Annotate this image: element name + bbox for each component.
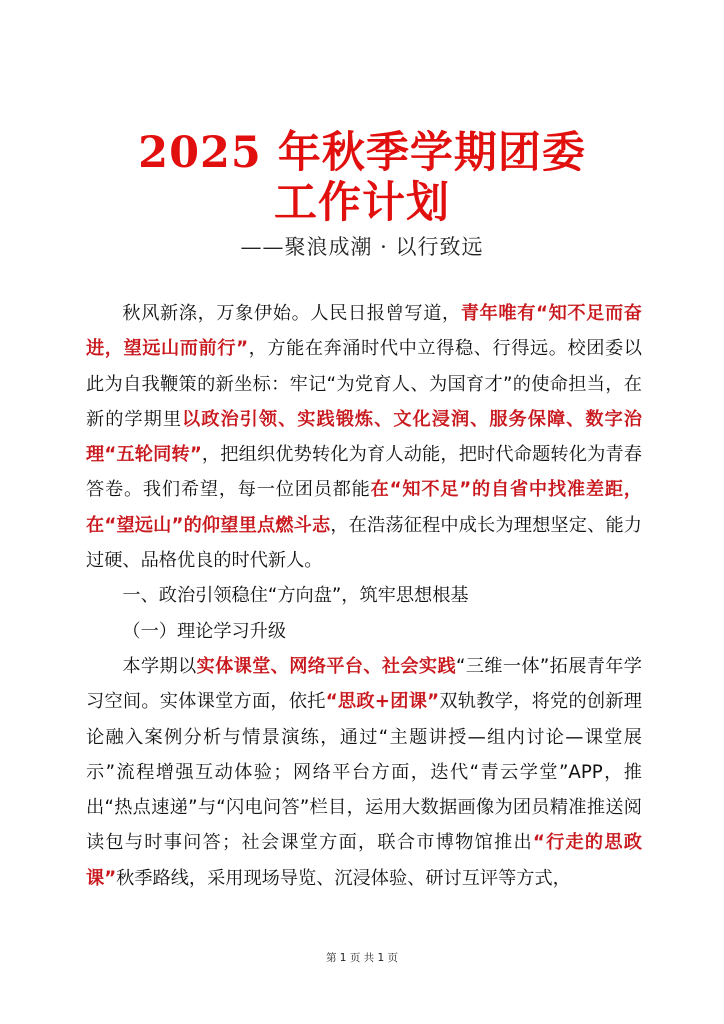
intro-segment: ，在浩荡征程中成长为理想坚定、能力过硬、品格优良的时代新人。 [86, 514, 642, 572]
intro-highlight: 以政治引领、实践锻炼、文化浸润、服务保障、数字治理“五轮同转” [86, 408, 642, 466]
section-1-paragraph [86, 649, 642, 896]
paragraph-segment: 双轨教学，将党的创新理论融入案例分析与情景演练，通过“主题讲授—组内讨论—课堂展示”流程增强互动体验；网络平台方面，迭代“青云学堂”APP，推出“热点速递”与“闪电问答”栏目，运用大数据画像为团员精准推送阅读包与时事问答；社会课堂方面，联合市博物馆推出 [86, 691, 642, 854]
document-title-line-2: 工作计划 [274, 178, 450, 228]
paragraph-highlight: “行走的思政课” [86, 832, 642, 889]
intro-highlight: 青年唯有“知不足而奋进，望远山而前行” [86, 303, 642, 360]
section-1-heading: 一、政治引领稳住“方向盘”，筑牢思想根基 [122, 585, 469, 607]
intro-paragraph [86, 296, 642, 578]
intro-segment: 秋风新涤，万象伊始。人民日报曾写道， [122, 303, 461, 324]
section-1-subheading: （一）理论学习升级 [122, 620, 287, 642]
intro-segment: ，把组织优势转化为育人动能，把时代命题转化为青春答卷。我们希望，每一位团员都能 [86, 444, 642, 501]
paragraph-segment: 本学期以 [122, 655, 197, 677]
intro-segment: ，方能在奔涌时代中立得稳、行得远。校团委以此为自我鞭策的新坐标：牢记“为党育人、为国育才”的使命担当，在新的学期里 [86, 338, 642, 430]
paragraph-segment: “三维一体”拓展青年学习空间。实体课堂方面，依托 [86, 655, 642, 713]
paragraph-highlight: “思政+团课” [325, 691, 440, 713]
intro-highlight: 在“知不足”的自省中找准差距，在“望远山”的仰望里点燃斗志 [86, 479, 642, 536]
page-footer: 第 1 页 共 1 页 [325, 952, 399, 964]
paragraph-segment: 秋季路线，采用现场导览、沉浸体验、研讨互评等方式， [116, 867, 571, 889]
document-body [86, 296, 642, 896]
document-subtitle: ——聚浪成潮 · 以行致远 [240, 235, 484, 259]
document-title-line-1: 2025 年秋季学期团委 [138, 128, 586, 178]
paragraph-highlight: 实体课堂、网络平台、社会实践 [196, 655, 456, 677]
